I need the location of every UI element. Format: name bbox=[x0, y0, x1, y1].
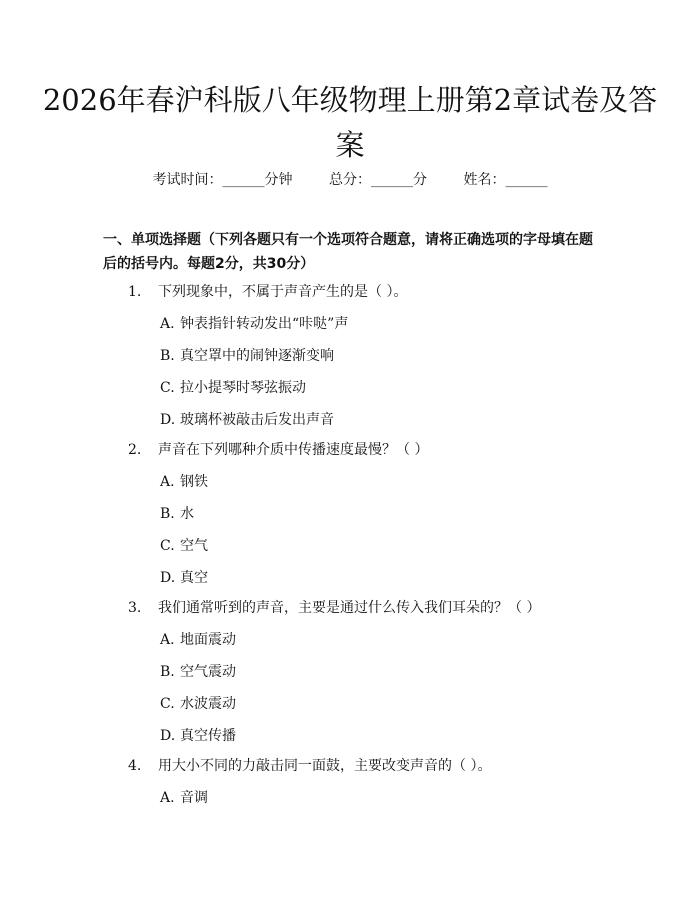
question-text: 声音在下列哪种介质中传播速度最慢？（ ） bbox=[158, 442, 429, 458]
question-3 bbox=[128, 598, 540, 618]
option-label: A. bbox=[160, 474, 175, 490]
question-text: 用大小不同的力敲击同一面鼓，主要改变声音的（ ）。 bbox=[158, 758, 492, 774]
option-text: 拉小提琴时琴弦振动 bbox=[180, 380, 306, 396]
option-text: 水波震动 bbox=[180, 696, 236, 712]
option-label: D. bbox=[160, 728, 176, 744]
question-3-option-b bbox=[160, 662, 236, 682]
option-text: 地面震动 bbox=[180, 632, 236, 648]
section-heading-single-choice: 一、单项选择题（下列各题只有一个选项符合题意，请将正确选项的字母填在题后的括号内。每题2分，共30分） bbox=[103, 232, 593, 272]
student-name-field: 姓名：______ bbox=[463, 172, 548, 188]
question-2-option-b bbox=[160, 504, 194, 524]
option-label: A. bbox=[160, 316, 175, 332]
option-text: 真空传播 bbox=[180, 728, 236, 744]
option-text: 水 bbox=[180, 506, 194, 522]
option-text: 钟表指针转动发出“咔哒”声 bbox=[180, 316, 349, 332]
question-text: 我们通常听到的声音，主要是通过什么传入我们耳朵的？（ ） bbox=[158, 600, 541, 616]
question-1-option-b bbox=[160, 346, 334, 366]
option-label: A. bbox=[160, 632, 175, 648]
option-label: B. bbox=[160, 664, 175, 680]
option-text: 真空罩中的闹钟逐渐变响 bbox=[180, 348, 334, 364]
question-3-option-d bbox=[160, 726, 236, 746]
option-text: 钢铁 bbox=[180, 474, 208, 490]
question-2-option-c bbox=[160, 536, 208, 556]
question-2-option-a bbox=[160, 472, 208, 492]
question-1-option-c bbox=[160, 378, 306, 398]
total-score-field: 总分：______分 bbox=[329, 172, 427, 188]
question-1 bbox=[128, 282, 407, 302]
option-label: C. bbox=[160, 380, 175, 396]
option-text: 玻璃杯被敲击后发出声音 bbox=[180, 412, 334, 428]
option-text: 空气震动 bbox=[180, 664, 236, 680]
question-number: 3. bbox=[128, 600, 142, 616]
question-2-option-d bbox=[160, 568, 208, 588]
option-text: 真空 bbox=[180, 570, 208, 586]
question-3-option-c bbox=[160, 694, 236, 714]
question-1-option-d bbox=[160, 410, 334, 430]
exam-time-field: 考试时间：______分钟 bbox=[152, 172, 293, 188]
option-label: C. bbox=[160, 696, 175, 712]
question-3-option-a bbox=[160, 630, 236, 650]
question-text: 下列现象中，不属于声音产生的是（ ）。 bbox=[158, 284, 408, 300]
document-title: 2026年春沪科版八年级物理上册第2章试卷及答案 bbox=[42, 83, 658, 162]
question-4 bbox=[128, 756, 491, 776]
option-text: 空气 bbox=[180, 538, 208, 554]
option-label: A. bbox=[160, 790, 175, 806]
question-number: 2. bbox=[128, 442, 142, 458]
question-1-option-a bbox=[160, 314, 348, 334]
exam-info-line bbox=[0, 169, 700, 189]
question-number: 4. bbox=[128, 758, 142, 774]
option-label: D. bbox=[160, 412, 176, 428]
question-number: 1. bbox=[128, 284, 142, 300]
option-label: B. bbox=[160, 506, 175, 522]
option-label: D. bbox=[160, 570, 176, 586]
question-2 bbox=[128, 440, 428, 460]
option-label: C. bbox=[160, 538, 175, 554]
question-4-option-a bbox=[160, 788, 208, 808]
option-text: 音调 bbox=[180, 790, 208, 806]
option-label: B. bbox=[160, 348, 175, 364]
